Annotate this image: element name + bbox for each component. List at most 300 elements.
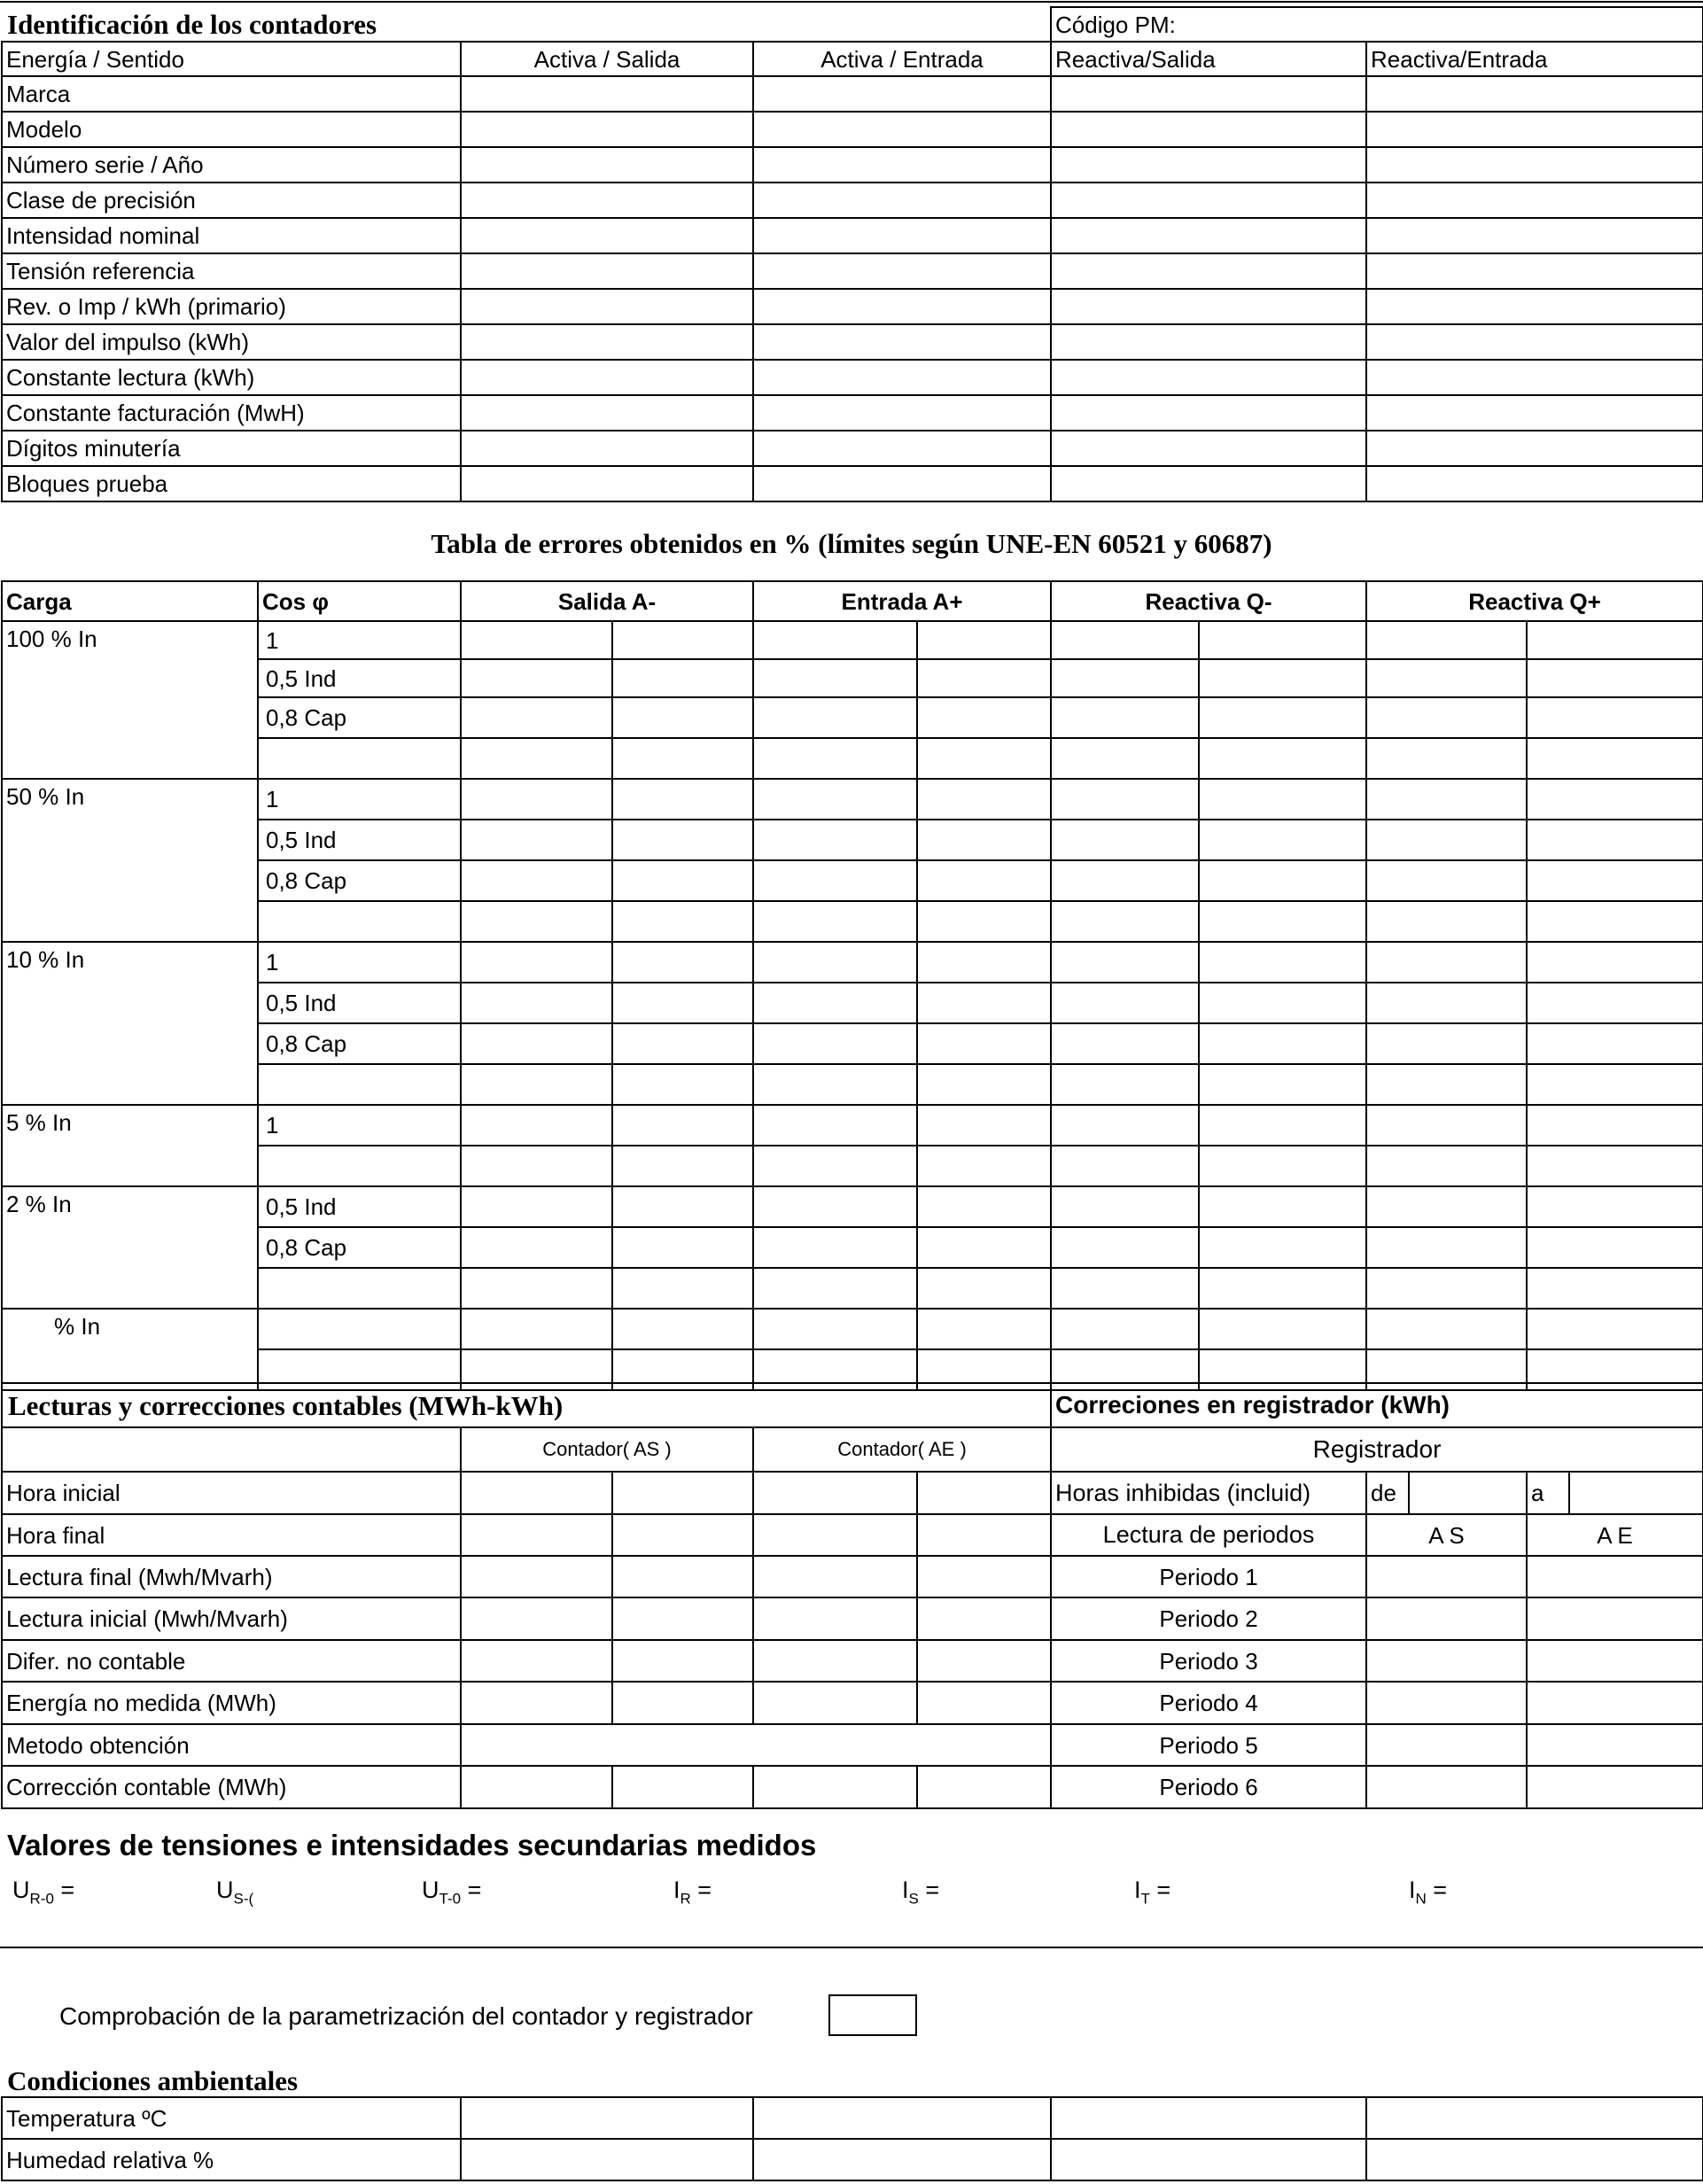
error-input-cell[interactable] [1051,1023,1199,1064]
period-ae-input[interactable] [1527,1724,1703,1766]
errors-title: Tabla de errores obtenidos en % (límites según UNE-EN 60521 y 60687) [431,528,1272,559]
identification-input-cell[interactable] [1051,218,1366,253]
identification-input-cell[interactable] [1366,466,1703,501]
identification-input-cell[interactable] [1051,289,1366,324]
error-input-cell[interactable] [461,697,612,738]
error-input-cell[interactable] [1527,1227,1703,1268]
error-input-cell[interactable] [612,860,753,901]
identification-input-cell[interactable] [1366,324,1703,360]
error-input-cell[interactable] [753,1186,917,1227]
readings-input-cell[interactable] [917,1556,1051,1597]
to-input[interactable] [1569,1472,1703,1514]
error-input-cell[interactable] [1199,1146,1366,1186]
identification-input-cell[interactable] [1051,112,1366,147]
error-input-cell[interactable] [612,1064,753,1105]
error-input-cell[interactable] [1366,1146,1527,1186]
error-input-cell[interactable] [917,738,1051,779]
error-row [2,1309,1703,1349]
error-input-cell[interactable] [1199,659,1366,697]
error-input-cell[interactable] [753,983,917,1023]
error-input-cell[interactable] [917,697,1051,738]
identification-input-cell[interactable] [753,112,1051,147]
error-input-cell[interactable] [461,901,612,942]
error-input-cell[interactable] [753,738,917,779]
parametrization-check-label: Comprobación de la parametrización del contador y registrador [59,2002,753,2030]
error-input-cell[interactable] [1199,860,1366,901]
identification-input-cell[interactable] [753,253,1051,289]
secondary-value-item [422,1877,481,1908]
identification-input-cell[interactable] [753,360,1051,395]
identification-input-cell[interactable] [1051,147,1366,183]
error-input-cell[interactable] [1366,983,1527,1023]
error-input-cell[interactable] [753,697,917,738]
error-input-cell[interactable] [461,820,612,860]
secondary-equals: = [918,1877,940,1903]
error-input-cell[interactable] [753,1227,917,1268]
identification-row [2,466,1703,501]
identification-input-cell[interactable] [461,289,753,324]
period-as-input[interactable] [1366,1640,1527,1682]
period-ae-input[interactable] [1527,1556,1703,1597]
period-as-input[interactable] [1366,1556,1527,1597]
error-input-cell[interactable] [1527,621,1703,659]
error-input-cell[interactable] [1527,1309,1703,1349]
cos-phi-value: 0,8 Cap [258,1023,461,1064]
error-input-cell[interactable] [612,983,753,1023]
error-input-cell[interactable] [1051,820,1199,860]
from-input[interactable] [1409,1472,1527,1514]
error-input-cell[interactable] [1366,1268,1527,1309]
identification-row [2,147,1703,183]
identification-input-cell[interactable] [461,395,753,431]
error-input-cell[interactable] [917,1186,1051,1227]
identification-input-cell[interactable] [461,218,753,253]
error-input-cell[interactable] [1051,901,1199,942]
error-input-cell[interactable] [612,1146,753,1186]
ambient-input-cell[interactable] [753,2139,1051,2180]
identification-input-cell[interactable] [461,253,753,289]
identification-input-cell[interactable] [753,218,1051,253]
error-input-cell[interactable] [1527,1105,1703,1146]
error-input-cell[interactable] [1366,942,1527,983]
error-input-cell[interactable] [1051,1105,1199,1146]
error-row [2,942,1703,983]
error-input-cell[interactable] [612,697,753,738]
error-input-cell[interactable] [1199,738,1366,779]
error-input-cell[interactable] [1527,779,1703,820]
error-input-cell[interactable] [1199,942,1366,983]
error-input-cell[interactable] [753,1105,917,1146]
readings-input-cell[interactable] [461,1640,612,1682]
error-input-cell[interactable] [753,820,917,860]
period-ae-input[interactable] [1527,1766,1703,1808]
error-input-cell[interactable] [1051,738,1199,779]
error-input-cell[interactable] [612,1309,753,1349]
identification-input-cell[interactable] [461,76,753,112]
cos-phi-value: 1 [258,942,461,983]
readings-input-cell[interactable] [753,1640,917,1682]
ambient-input-cell[interactable] [1366,2139,1703,2180]
error-input-cell[interactable] [1366,1309,1527,1349]
error-input-cell[interactable] [1051,1227,1199,1268]
load-label: 50 % In [2,779,258,942]
code-pm-field[interactable]: Código PM: [1051,7,1703,42]
identification-title-cell [2,7,1051,42]
error-input-cell[interactable] [1366,697,1527,738]
readings-input-cell[interactable] [612,1556,753,1597]
readings-input-cell[interactable] [917,1514,1051,1556]
error-input-cell[interactable] [1051,1186,1199,1227]
error-input-cell[interactable] [1199,621,1366,659]
identification-input-cell[interactable] [1051,183,1366,218]
error-input-cell[interactable] [1366,1105,1527,1146]
error-input-cell[interactable] [1199,820,1366,860]
readings-input-cell[interactable] [461,1514,612,1556]
error-input-cell[interactable] [1051,621,1199,659]
identification-input-cell[interactable] [753,183,1051,218]
readings-input-cell[interactable] [461,1472,612,1514]
identification-col-header: Activa / Salida [461,42,753,76]
identification-input-cell[interactable] [461,466,753,501]
readings-input-cell[interactable] [753,1682,917,1724]
identification-input-cell[interactable] [461,324,753,360]
identification-input-cell[interactable] [1366,253,1703,289]
error-input-cell[interactable] [461,1023,612,1064]
error-input-cell[interactable] [612,1105,753,1146]
error-input-cell[interactable] [461,1146,612,1186]
cos-phi-value: 0,5 Ind [258,820,461,860]
error-input-cell[interactable] [461,1227,612,1268]
error-input-cell[interactable] [753,901,917,942]
secondary-value-item [902,1877,939,1908]
error-input-cell[interactable] [1527,1064,1703,1105]
cos-phi-value: 0,8 Cap [258,1227,461,1268]
secondary-subscript: N [1415,1890,1427,1908]
identification-input-cell[interactable] [753,147,1051,183]
method-input-cell[interactable] [461,1724,1051,1766]
error-input-cell[interactable] [1366,901,1527,942]
error-input-cell[interactable] [1527,697,1703,738]
error-input-cell[interactable] [917,1023,1051,1064]
error-input-cell[interactable] [1527,820,1703,860]
error-input-cell[interactable] [917,1105,1051,1146]
error-input-cell[interactable] [1051,659,1199,697]
period-ae-input[interactable] [1527,1640,1703,1682]
error-input-cell[interactable] [1527,942,1703,983]
error-input-cell[interactable] [1366,1023,1527,1064]
identification-input-cell[interactable] [461,360,753,395]
ambient-input-cell[interactable] [1051,2139,1366,2180]
error-input-cell[interactable] [1199,1064,1366,1105]
inhibited-hours-label: Horas inhibidas (incluid) [1051,1472,1366,1514]
period-label: Periodo 4 [1051,1682,1366,1724]
identification-input-cell[interactable] [1366,289,1703,324]
error-input-cell[interactable] [917,621,1051,659]
error-input-cell[interactable] [461,621,612,659]
error-input-cell[interactable] [461,738,612,779]
error-input-cell[interactable] [612,901,753,942]
period-as-input[interactable] [1366,1724,1527,1766]
error-input-cell[interactable] [612,1186,753,1227]
identification-input-cell[interactable] [753,395,1051,431]
readings-row [2,1682,1703,1724]
error-input-cell[interactable] [1527,1023,1703,1064]
error-input-cell[interactable] [1366,738,1527,779]
error-input-cell[interactable] [753,621,917,659]
error-input-cell[interactable] [753,779,917,820]
readings-input-cell[interactable] [753,1514,917,1556]
readings-input-cell[interactable] [917,1640,1051,1682]
error-input-cell[interactable] [461,779,612,820]
ambient-input-cell[interactable] [1366,2097,1703,2139]
error-input-cell[interactable] [1051,860,1199,901]
error-input-cell[interactable] [1051,983,1199,1023]
error-input-cell[interactable] [1366,779,1527,820]
secondary-symbol: U [216,1877,234,1903]
cos-phi-value [258,738,461,779]
identification-row [2,183,1703,218]
error-input-cell[interactable] [917,779,1051,820]
load-label: % In [2,1309,258,1390]
identification-input-cell[interactable] [461,183,753,218]
load-label: 100 % In [2,621,258,779]
readings-input-cell[interactable] [461,1682,612,1724]
error-input-cell[interactable] [612,942,753,983]
error-input-cell[interactable] [1527,901,1703,942]
error-input-cell[interactable] [1199,901,1366,942]
identification-input-cell[interactable] [1051,466,1366,501]
error-input-cell[interactable] [917,983,1051,1023]
identification-input-cell[interactable] [1051,395,1366,431]
error-input-cell[interactable] [1199,697,1366,738]
readings-input-cell[interactable] [753,1597,917,1640]
ambient-input-cell[interactable] [1051,2097,1366,2139]
identification-input-cell[interactable] [753,466,1051,501]
error-input-cell[interactable] [612,1268,753,1309]
error-input-cell[interactable] [461,942,612,983]
identification-input-cell[interactable] [1051,76,1366,112]
error-input-cell[interactable] [1366,1186,1527,1227]
ambient-row-label: Temperatura ºC [2,2097,461,2139]
error-input-cell[interactable] [1366,621,1527,659]
energy-direction-header: Energía / Sentido [2,42,461,76]
error-input-cell[interactable] [612,779,753,820]
period-as-input[interactable] [1366,1682,1527,1724]
error-input-cell[interactable] [612,820,753,860]
error-input-cell[interactable] [1527,1268,1703,1309]
error-input-cell[interactable] [753,1064,917,1105]
identification-col-header: Reactiva/Entrada [1366,42,1703,76]
identification-input-cell[interactable] [1366,183,1703,218]
error-input-cell[interactable] [1199,1268,1366,1309]
error-input-cell[interactable] [917,1268,1051,1309]
error-input-cell[interactable] [461,659,612,697]
error-input-cell[interactable] [917,942,1051,983]
cos-phi-value [258,1064,461,1105]
readings-row-label: Metodo obtención [2,1724,461,1766]
identification-input-cell[interactable] [1366,431,1703,466]
readings-register-table [1,1382,1703,1809]
readings-input-cell[interactable] [917,1682,1051,1724]
error-input-cell[interactable] [1051,779,1199,820]
identification-row-label: Clase de precisión [2,183,461,218]
error-input-cell[interactable] [461,983,612,1023]
error-input-cell[interactable] [753,1268,917,1309]
identification-row [2,395,1703,431]
error-input-cell[interactable] [1527,1146,1703,1186]
load-label: 5 % In [2,1105,258,1186]
period-as-input[interactable] [1366,1766,1527,1808]
identification-row-label: Tensión referencia [2,253,461,289]
error-row [2,1105,1703,1146]
error-input-cell[interactable] [1199,1309,1366,1349]
ambient-input-cell[interactable] [753,2097,1051,2139]
error-row [2,779,1703,820]
error-input-cell[interactable] [1527,860,1703,901]
secondary-value-item [12,1877,74,1908]
error-input-cell[interactable] [612,621,753,659]
error-input-cell[interactable] [612,1023,753,1064]
error-input-cell[interactable] [917,1309,1051,1349]
error-input-cell[interactable] [1199,779,1366,820]
error-col-header: Entrada A+ [753,581,1051,621]
error-input-cell[interactable] [1051,1146,1199,1186]
error-input-cell[interactable] [1051,942,1199,983]
error-input-cell[interactable] [461,860,612,901]
error-input-cell[interactable] [753,860,917,901]
error-input-cell[interactable] [753,1146,917,1186]
error-input-cell[interactable] [1366,820,1527,860]
cos-phi-value [258,1309,461,1349]
error-input-cell[interactable] [917,659,1051,697]
identification-input-cell[interactable] [1051,324,1366,360]
counter-ae-header: Contador( AE ) [753,1427,1051,1472]
identification-input-cell[interactable] [753,76,1051,112]
identification-input-cell[interactable] [1051,431,1366,466]
identification-input-cell[interactable] [1051,253,1366,289]
identification-input-cell[interactable] [753,289,1051,324]
error-col-header: Reactiva Q- [1051,581,1366,621]
error-input-cell[interactable] [917,860,1051,901]
ambient-input-cell[interactable] [461,2139,753,2180]
error-input-cell[interactable] [1366,659,1527,697]
identification-row-label: Marca [2,76,461,112]
error-input-cell[interactable] [1051,1064,1199,1105]
error-input-cell[interactable] [1199,1023,1366,1064]
error-input-cell[interactable] [461,1268,612,1309]
error-input-cell[interactable] [1527,738,1703,779]
period-ae-input[interactable] [1527,1682,1703,1724]
error-col-header: Reactiva Q+ [1366,581,1703,621]
load-label: 10 % In [2,942,258,1105]
error-input-cell[interactable] [917,1227,1051,1268]
readings-input-cell[interactable] [753,1556,917,1597]
identification-input-cell[interactable] [1366,112,1703,147]
identification-input-cell[interactable] [1366,76,1703,112]
secondary-symbol: U [422,1877,439,1903]
identification-input-cell[interactable] [1366,218,1703,253]
error-input-cell[interactable] [753,1309,917,1349]
error-input-cell[interactable] [753,942,917,983]
error-input-cell[interactable] [612,738,753,779]
period-as-input[interactable] [1366,1597,1527,1640]
error-input-cell[interactable] [461,1309,612,1349]
error-input-cell[interactable] [753,1023,917,1064]
error-input-cell[interactable] [753,659,917,697]
error-input-cell[interactable] [1051,1309,1199,1349]
identification-input-cell[interactable] [461,147,753,183]
readings-input-cell[interactable] [612,1597,753,1640]
ambient-input-cell[interactable] [461,2097,753,2139]
error-input-cell[interactable] [1199,1227,1366,1268]
error-input-cell[interactable] [917,820,1051,860]
error-input-cell[interactable] [612,659,753,697]
error-input-cell[interactable] [461,1064,612,1105]
secondary-value-item [1409,1877,1447,1908]
error-input-cell[interactable] [461,1186,612,1227]
identification-input-cell[interactable] [753,431,1051,466]
identification-input-cell[interactable] [1366,395,1703,431]
identification-input-cell[interactable] [1366,360,1703,395]
error-input-cell[interactable] [1366,1227,1527,1268]
error-input-cell[interactable] [1527,659,1703,697]
identification-input-cell[interactable] [1366,147,1703,183]
secondary-symbol: U [12,1877,30,1903]
readings-input-cell[interactable] [612,1514,753,1556]
error-input-cell[interactable] [1051,1268,1199,1309]
readings-row-label: Energía no medida (MWh) [2,1682,461,1724]
readings-input-cell[interactable] [753,1766,917,1808]
readings-input-cell[interactable] [612,1682,753,1724]
error-input-cell[interactable] [1051,697,1199,738]
readings-input-cell[interactable] [461,1766,612,1808]
error-input-cell[interactable] [1527,983,1703,1023]
readings-input-cell[interactable] [917,1472,1051,1514]
readings-input-cell[interactable] [917,1597,1051,1640]
error-input-cell[interactable] [1366,1064,1527,1105]
readings-input-cell[interactable] [461,1597,612,1640]
readings-input-cell[interactable] [612,1766,753,1808]
period-ae-input[interactable] [1527,1597,1703,1640]
identification-input-cell[interactable] [461,112,753,147]
error-input-cell[interactable] [1366,860,1527,901]
readings-input-cell[interactable] [612,1472,753,1514]
error-input-cell[interactable] [612,1227,753,1268]
error-input-cell[interactable] [1199,983,1366,1023]
readings-input-cell[interactable] [753,1472,917,1514]
error-input-cell[interactable] [1199,1105,1366,1146]
error-input-cell[interactable] [917,901,1051,942]
secondary-symbol: I [1409,1877,1416,1903]
error-input-cell[interactable] [917,1064,1051,1105]
readings-row [2,1597,1703,1640]
identification-input-cell[interactable] [753,324,1051,360]
identification-title: Identificación de los contadores [7,9,377,40]
error-input-cell[interactable] [461,1105,612,1146]
error-row [2,621,1703,659]
error-input-cell[interactable] [1199,1186,1366,1227]
identification-input-cell[interactable] [461,431,753,466]
error-input-cell[interactable] [1527,1186,1703,1227]
identification-input-cell[interactable] [1051,360,1366,395]
cos-phi-value: 1 [258,1105,461,1146]
secondary-symbol: I [673,1877,680,1903]
readings-input-cell[interactable] [612,1640,753,1682]
readings-input-cell[interactable] [461,1556,612,1597]
readings-input-cell[interactable] [917,1766,1051,1808]
parametrization-checkbox[interactable] [828,1994,917,2036]
error-input-cell[interactable] [917,1146,1051,1186]
